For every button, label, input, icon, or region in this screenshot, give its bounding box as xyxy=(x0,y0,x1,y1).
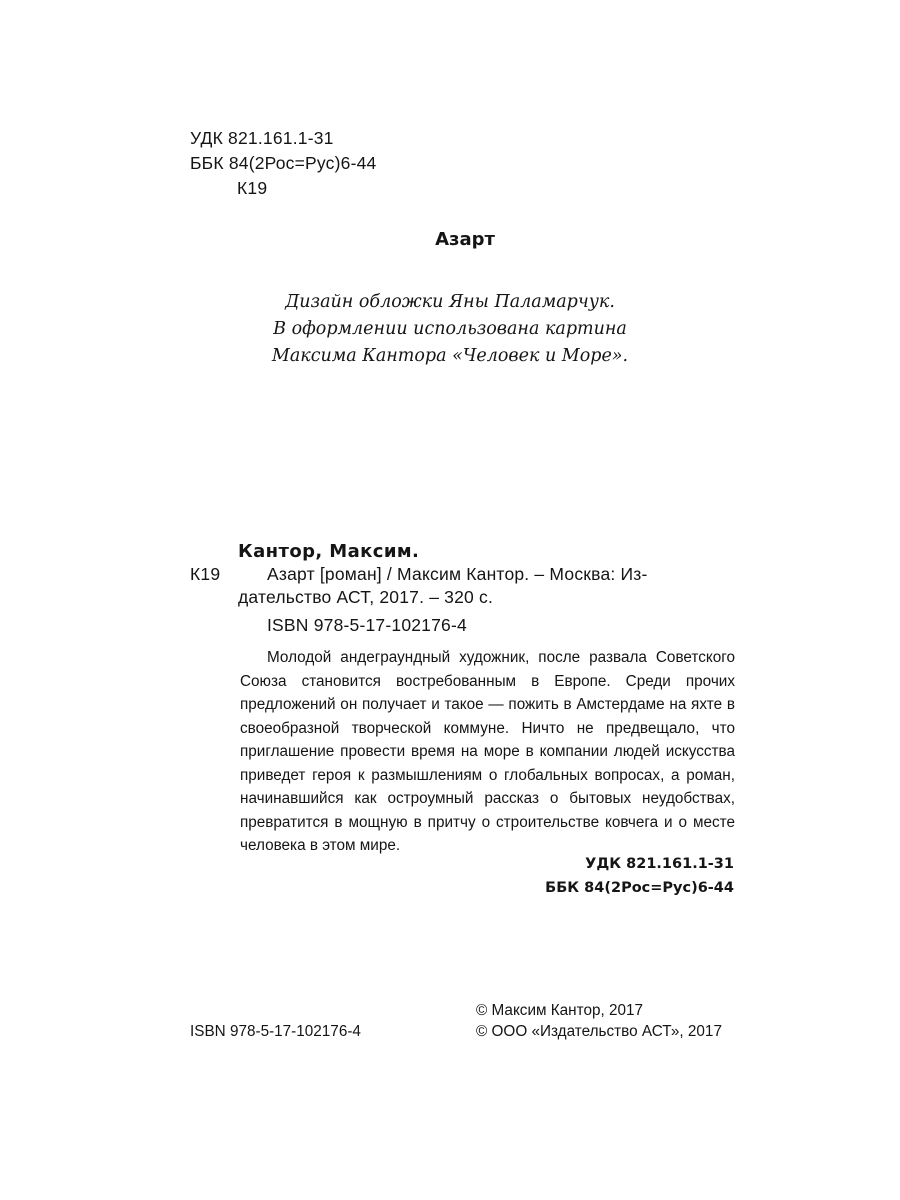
record-description-line2: дательство АСТ, 2017. – 320 с. xyxy=(238,587,494,607)
bbk-code: ББК 84(2Рос=Рус)6-44 xyxy=(190,153,377,173)
book-title: Азарт xyxy=(435,229,495,250)
udk-code: УДК 821.161.1-31 xyxy=(190,128,334,148)
footer-isbn: ISBN 978-5-17-102176-4 xyxy=(190,1023,361,1040)
credit-line-1: Дизайн обложки Яны Паламарчук. xyxy=(285,292,615,312)
credit-line-3: Максима Кантора «Человек и Море». xyxy=(271,346,629,366)
author-heading: Кантор, Максим. xyxy=(238,541,420,562)
annotation-text: Молодой андеграундный художник, после развала Советского Союза становится востребованным в Европе. Среди прочих предложений он получает и такое — пожить в Амстердаме на яхте в своеобразной творческой коммуне. Ничто не предвещало, что приглашение провести время на море в компании людей искусства приведет героя к размышлениям о глобальных вопросах, а роман, начинавшийся как остроумный рассказ о бытовых неудобствах, превратится в мощную в притчу о строительстве ковчега и о месте человека в этом мире. xyxy=(240,649,735,854)
credit-line-2: В оформлении использована картина xyxy=(273,319,627,339)
record-mark: К19 xyxy=(190,564,221,584)
udk-code-bottom: УДК 821.161.1-31 xyxy=(585,856,734,872)
author-mark: К19 xyxy=(237,178,268,198)
cover-credits xyxy=(180,289,720,370)
copyright-publisher: © ООО «Издательство АСТ», 2017 xyxy=(476,1023,722,1040)
record-isbn: ISBN 978-5-17-102176-4 xyxy=(267,615,467,635)
annotation xyxy=(240,646,735,858)
bbk-code-bottom: ББК 84(2Рос=Рус)6-44 xyxy=(545,880,734,896)
copyright-author: © Максим Кантор, 2017 xyxy=(476,1002,644,1019)
record-description-line1: Азарт [роман] / Максим Кантор. – Москва: Из- xyxy=(267,564,648,584)
